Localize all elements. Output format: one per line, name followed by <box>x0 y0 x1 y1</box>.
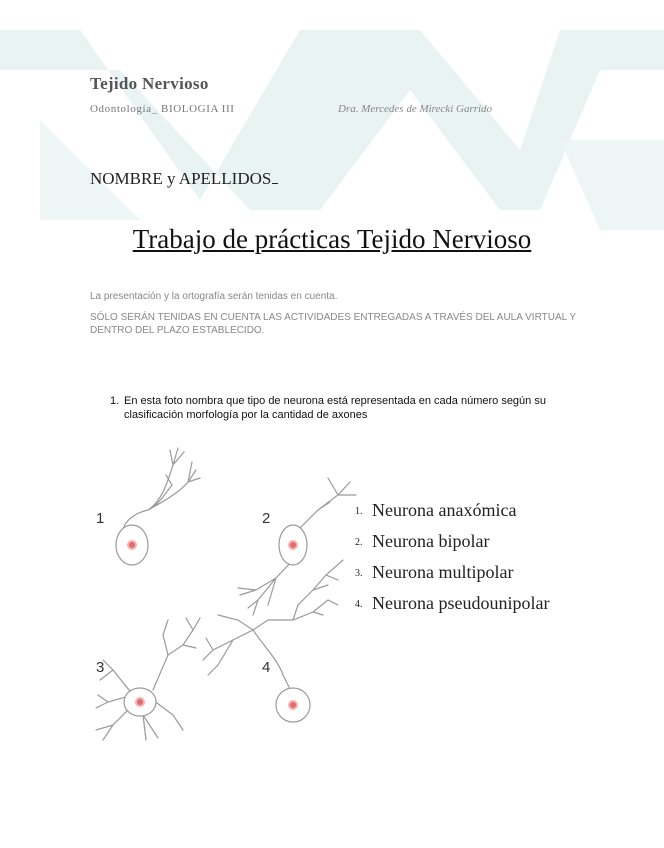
name-field <box>90 169 278 189</box>
answer-number: 4. <box>355 599 363 610</box>
answer-number: 3. <box>355 568 363 579</box>
submission-note: SÓLO SERÁN TENIDAS EN CUENTA LAS ACTIVIDADES ENTREGADAS A TRAVÉS DEL AULA VIRTUAL Y DENTRO DEL PLAZO ESTABLECIDO. <box>90 312 576 336</box>
document-title: Tejido Nervioso <box>90 74 209 93</box>
question-number: 1. <box>110 395 120 407</box>
nucleus-3 <box>136 698 144 706</box>
nucleus-4 <box>289 701 297 709</box>
neuron-3 <box>96 618 200 740</box>
nucleus-2 <box>289 541 297 549</box>
teacher-name: Dra. Mercedes de Mirecki Garrido <box>338 103 493 115</box>
question-text: En esta foto nombra que tipo de neurona está representada en cada número según su clasificación morfología por la cantidad de axones <box>124 395 546 421</box>
figure-label-1: 1 <box>96 510 105 527</box>
answer-text: Neurona bipolar <box>372 531 490 551</box>
question-1 <box>110 394 590 422</box>
background-watermark <box>0 0 664 240</box>
figure-label-4: 4 <box>262 659 271 676</box>
neuron-figure <box>88 440 358 750</box>
answer-text: Neurona multipolar <box>372 562 514 582</box>
name-blank-line[interactable] <box>272 183 278 184</box>
main-title: Trabajo de prácticas Tejido Nervioso <box>132 224 532 254</box>
figure-label-3: 3 <box>96 659 105 676</box>
answer-text: Neurona anaxómica <box>372 500 517 520</box>
nucleus-1 <box>128 541 136 549</box>
course-name: Odontología_ BIOLOGIA III <box>90 103 235 115</box>
presentation-note: La presentación y la ortografía serán tenidas en cuenta. <box>90 291 338 302</box>
answer-text: Neurona pseudounipolar <box>372 593 550 613</box>
neuron-4 <box>203 560 343 722</box>
figure-label-2: 2 <box>262 510 271 527</box>
answer-number: 1. <box>355 506 363 517</box>
name-label: NOMBRE y APELLIDOS <box>90 169 272 188</box>
answer-number: 2. <box>355 537 363 548</box>
